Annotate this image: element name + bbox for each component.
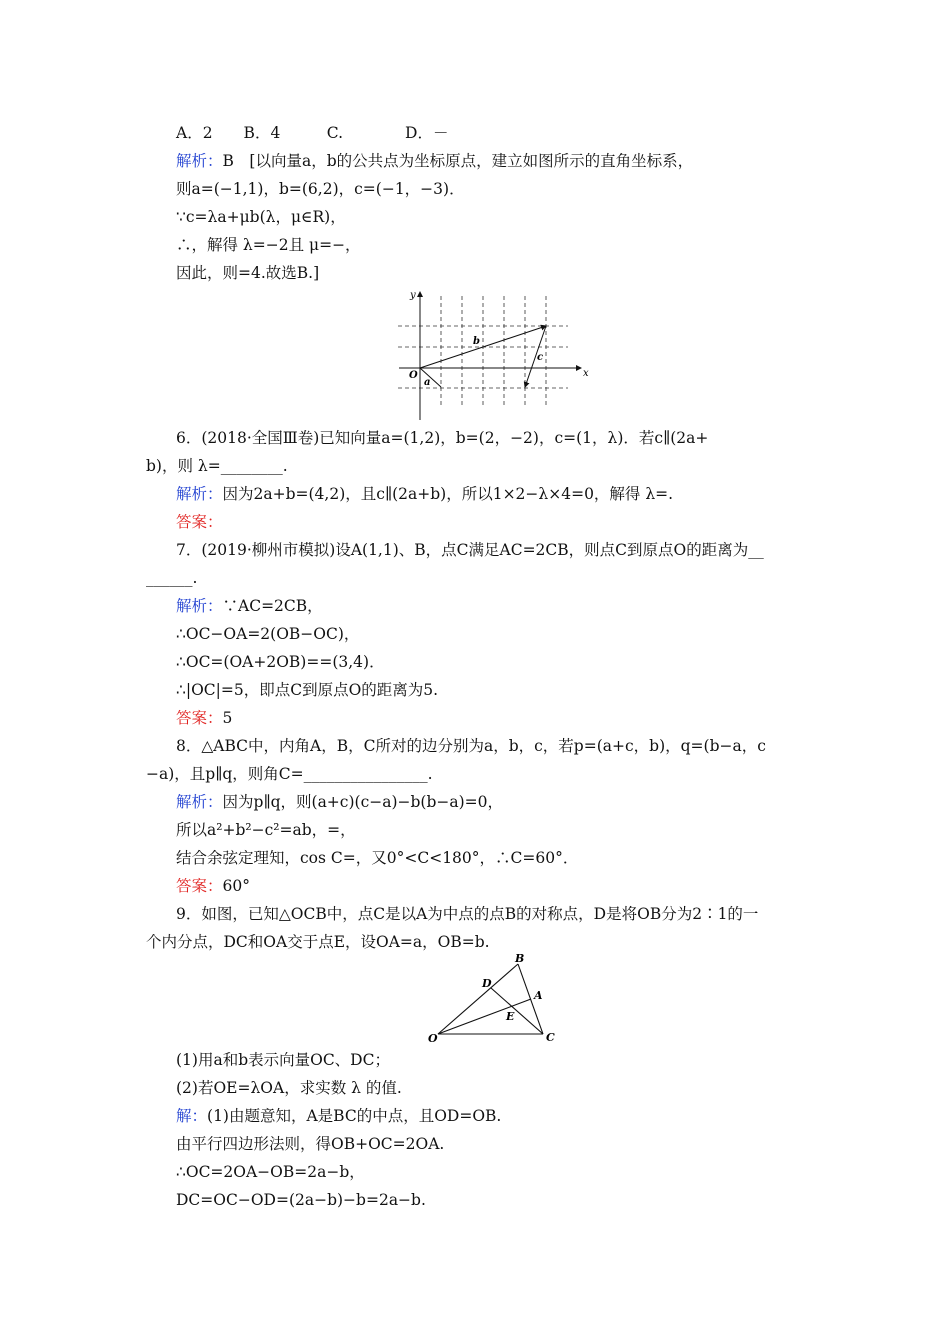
q7-solution-line-3: ∴OC=(OA+2OB)==(3,4)． [176,653,385,671]
q5-solution-line-1 [176,151,693,171]
q5-solution-line-5: 因此，则=4.故选B.] [176,264,320,282]
q5-solution-line-4: ∴，解得 λ=−2且 μ=−， [176,236,361,254]
q8-stem-line-1: 8．△ABC中，内角A，B，C所对的边分别为a，b，c，若p=(a+c，b)，q=(b−a，c [176,737,766,755]
answer-value: 5 [222,709,233,727]
q9-solution-line-2: 由平行四边形法则，得OB+OC=2OA. [176,1135,445,1153]
solution-label: 解析： [176,152,223,170]
q7-stem-line-2: ______. [146,569,198,587]
point-e-label: E [506,1010,515,1023]
q9-solution-line-4: DC=OC−OD=(2a−b)−b=2a−b. [176,1191,426,1209]
q5-options: A．2 B．4 C. D．－ [176,124,449,142]
solution-text: ∵AC=2CB， [222,597,323,615]
q5-solution-line-2: 则a=(−1,1)，b=(6,2)，c=(−1，−3)． [176,180,465,198]
q9-part-2: (2)若OE=λOA，求实数 λ 的值. [176,1079,402,1097]
point-d-label: D [482,977,492,990]
segment-ob [438,964,518,1034]
vector-b-label: b [473,336,480,347]
solution-text: 因为p∥q，则(a+c)(c−a)−b(b−a)=0， [222,793,504,811]
q7-solution-label [176,596,323,616]
point-a-label: A [534,989,543,1002]
answer-label: 答案： [176,709,223,727]
q8-solution-line-2: 所以a²+b²−c²=ab，=， [176,821,356,839]
q8-stem-line-2: −a)，且p∥q，则角C=________________. [146,765,433,783]
point-c-label: C [546,1031,555,1044]
q6-stem-line-1: 6．(2018·全国Ⅲ卷)已知向量a=(1,2)，b=(2，−2)，c=(1，λ)．若c∥(2a+ [176,429,709,447]
q8-answer [176,876,250,896]
q8-solution-line-1 [176,792,503,812]
segment-oa [438,999,531,1034]
q9-stem-line-1: 9．如图，已知△OCB中，点C是以A为中点的点B的对称点，D是将OB分为2∶1的一 [176,905,759,923]
q6-solution [176,484,673,504]
q6-answer-label: 答案： [176,513,223,531]
solution-label: 解析： [176,793,223,811]
q7-solution-line-4: ∴|OC|=5，即点C到原点O的距离为5. [176,681,439,699]
triangle-figure [424,954,564,1046]
solution-label: 解： [176,1107,208,1125]
q6-stem-line-2: b)，则 λ=________. [146,457,288,475]
solution-text: B [以向量a，b的公共点为坐标原点，建立如图所示的直角坐标系， [222,152,694,170]
q8-solution-line-3: 结合余弦定理知，cos C=，又0°<C<180°，∴C=60°． [176,849,579,867]
y-axis-label: y [410,290,416,301]
solution-text: 因为2a+b=(4,2)，且c∥(2a+b)，所以1×2−λ×4=0，解得 λ=. [222,485,674,503]
q9-solution-line-3: ∴OC=2OA−OB=2a−b， [176,1163,365,1181]
q9-solution-line-1 [176,1106,501,1126]
vector-c-label: c [537,352,544,363]
q7-answer [176,708,232,728]
vector-grid-figure [395,286,590,422]
answer-label: 答案： [176,877,223,895]
q9-stem-line-2: 个内分点，DC和OA交于点E，设OA=a，OB=b. [146,933,490,951]
solution-label: 解析： [176,597,223,615]
point-b-label: B [515,954,525,965]
q7-solution-line-2: ∴OC−OA=2(OB−OC)， [176,625,360,643]
solution-label: 解析： [176,485,223,503]
answer-value: 60° [222,877,250,895]
q5-solution-line-3: ∵c=λa+μb(λ，μ∈R)， [176,208,346,226]
x-axis-label: x [583,368,589,379]
point-o-label: O [428,1032,438,1045]
q9-part-1: (1)用a和b表示向量OC、DC； [176,1051,390,1069]
vector-a-label: a [424,377,431,388]
solution-text: (1)由题意知，A是BC的中点，且OD=OB. [207,1107,502,1125]
q7-stem-line-1: 7．(2019·柳州市模拟)设A(1,1)、B，点C满足AC=2CB，则点C到原点O的距离为__ [176,541,764,559]
origin-label: O [409,370,418,381]
